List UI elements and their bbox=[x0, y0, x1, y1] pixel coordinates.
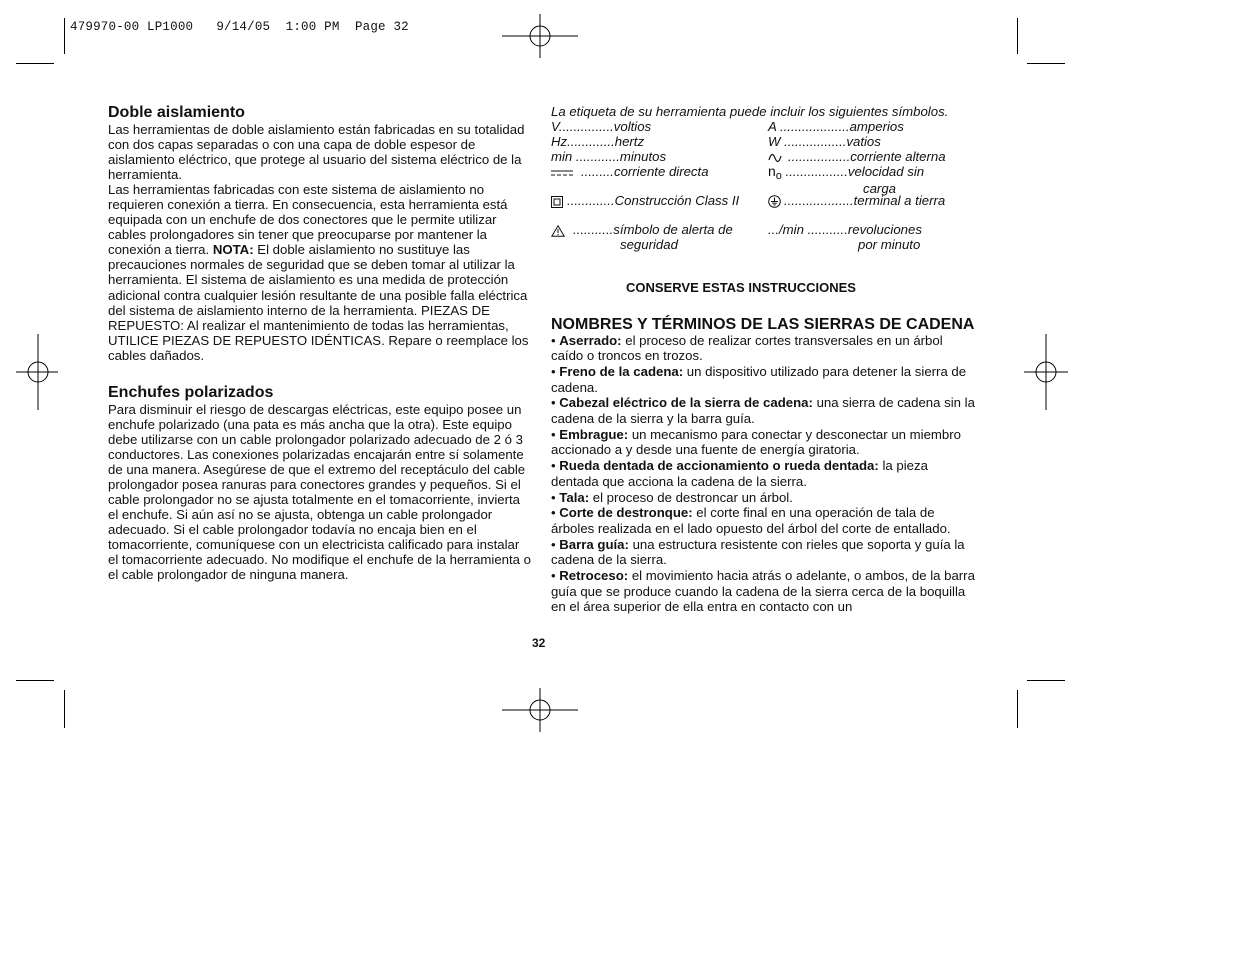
left-column bbox=[108, 104, 533, 582]
warning-triangle-icon bbox=[551, 225, 565, 237]
class-ii-icon bbox=[551, 196, 563, 208]
term-definition: el movimiento hacia atrás o adelante, o ambos, de la barra guía que se produce cuando la cadena de la sierra cerca de la boquilla en el área superior de ella entra en contacto con un bbox=[551, 568, 975, 615]
term-name: Freno de la cadena: bbox=[559, 363, 684, 379]
crop-mark bbox=[16, 63, 54, 64]
term-item bbox=[551, 458, 976, 489]
symbol-hertz: Hz.............hertz bbox=[551, 134, 645, 149]
earthing-terminal-label: ...................terminal a tierra bbox=[784, 193, 946, 208]
bullet-icon: • bbox=[551, 395, 560, 411]
alternating-current-label: .................corriente alterna bbox=[788, 149, 946, 164]
term-item bbox=[551, 537, 976, 568]
symbol-watts: W .................vatios bbox=[768, 134, 881, 149]
crop-mark bbox=[1027, 63, 1065, 64]
term-item bbox=[551, 395, 976, 426]
term-definition: un mecanismo para conectar y desconectar un miembro accionado a y desde una fuente de energía giratoria. bbox=[551, 426, 961, 458]
registration-mark bbox=[502, 672, 578, 748]
term-definition: un dispositivo utilizado para detener la sierra de cadena. bbox=[551, 363, 967, 395]
registration-mark bbox=[1008, 334, 1084, 410]
symbol-no-load-speed bbox=[768, 164, 924, 196]
bullet-icon: • bbox=[551, 458, 560, 474]
nota-label: NOTA: bbox=[212, 242, 254, 258]
section-title-nombres-terminos: NOMBRES Y TÉRMINOS DE LAS SIERRAS DE CADENA bbox=[551, 316, 975, 333]
term-definition: el proceso de realizar cortes transversales en un árbol caído o troncos en trozos. bbox=[551, 332, 943, 364]
terms-list bbox=[551, 333, 976, 616]
symbol-earthing-terminal bbox=[768, 193, 945, 208]
term-name: Embrague: bbox=[559, 426, 629, 442]
term-name: Retroceso: bbox=[559, 568, 629, 584]
term-item bbox=[551, 490, 976, 506]
direct-current-label: .........corriente directa bbox=[581, 164, 709, 179]
symbol-safety-alert bbox=[551, 222, 733, 252]
safety-alert-label: ...........símbolo de alerta de bbox=[573, 222, 733, 237]
bullet-icon: • bbox=[551, 536, 560, 552]
term-item bbox=[551, 333, 976, 364]
crop-mark bbox=[64, 690, 65, 728]
class-ii-label: .............Construcción Class II bbox=[567, 193, 740, 208]
no-load-label: .................velocidad sin bbox=[781, 164, 925, 179]
bullet-icon: • bbox=[551, 332, 560, 348]
crop-mark bbox=[16, 680, 54, 681]
symbol-amperes: A ...................amperios bbox=[768, 119, 904, 134]
alternating-current-icon bbox=[768, 153, 782, 163]
symbol-alternating-current bbox=[768, 149, 946, 164]
term-definition: la pieza dentada que acciona la cadena de la sierra. bbox=[551, 458, 928, 489]
no-load-n: n bbox=[768, 163, 776, 179]
printer-slug: 479970-00 LP1000 9/14/05 1:00 PM Page 32 bbox=[70, 20, 409, 34]
term-name: Tala: bbox=[559, 489, 590, 505]
doble-text-a: Las herramientas fabricadas con este sistema de aislamiento no requieren conexión a tierra. En consecuencia, esta herramienta está equipada con un enchufe de dos conectores que le permite utilizar cables prolongadores sin tener que preocuparse por mantener la conexión a tierra. bbox=[108, 182, 508, 258]
section-title-enchufes-polarizados: Enchufes polarizados bbox=[108, 383, 274, 401]
term-definition: el corte final en una operación de tala de árboles realizada en el lado opuesto del árbol del corte de entallado. bbox=[551, 505, 951, 536]
symbol-minutes: min ............minutos bbox=[551, 149, 667, 164]
term-item bbox=[551, 505, 976, 536]
registration-mark bbox=[502, 0, 578, 76]
crop-mark bbox=[1017, 690, 1018, 728]
term-definition: una sierra de cadena sin la cadena de la sierra y la barra guía. bbox=[551, 395, 975, 427]
term-name: Corte de destronque: bbox=[559, 505, 693, 521]
rpm-label-2: por minuto bbox=[858, 237, 921, 252]
term-item bbox=[551, 427, 976, 458]
crop-mark bbox=[1017, 18, 1018, 54]
term-definition: el proceso de destroncar un árbol. bbox=[589, 489, 793, 505]
bullet-icon: • bbox=[551, 363, 560, 379]
safety-alert-label-2: seguridad bbox=[620, 237, 678, 252]
symbols-intro: La etiqueta de su herramienta puede incluir los siguientes símbolos. bbox=[551, 104, 949, 119]
crop-mark bbox=[1027, 680, 1065, 681]
no-load-o: o bbox=[775, 170, 782, 182]
term-item bbox=[551, 568, 976, 615]
symbol-direct-current bbox=[551, 164, 709, 179]
bullet-icon: • bbox=[551, 489, 560, 505]
term-definition: una estructura resistente con rieles que soporta y guía la cadena de la sierra. bbox=[551, 536, 965, 568]
direct-current-icon bbox=[551, 168, 573, 178]
symbol-volts: V...............voltios bbox=[551, 119, 652, 134]
page-number: 32 bbox=[532, 636, 546, 650]
rpm-label: .../min ...........revoluciones bbox=[768, 222, 922, 237]
conserve-instructions-heading: CONSERVE ESTAS INSTRUCCIONES bbox=[626, 280, 856, 295]
term-name: Rueda dentada de accionamiento o rueda dentada: bbox=[559, 458, 879, 474]
section-title-doble-aislamiento: Doble aislamiento bbox=[108, 104, 245, 121]
earthing-terminal-icon bbox=[768, 195, 781, 208]
doble-aislamiento-paragraph-1: Las herramientas de doble aislamiento están fabricadas en su totalidad con dos capas separadas o con una capa de doble espesor de aislamiento eléctrico, que protege al usuario del sistema eléctrico de la herramienta. bbox=[108, 122, 525, 183]
right-column bbox=[551, 104, 976, 615]
term-name: Barra guía: bbox=[559, 536, 629, 552]
bullet-icon: • bbox=[551, 505, 560, 521]
term-item bbox=[551, 364, 976, 395]
registration-mark bbox=[0, 334, 76, 410]
symbol-rpm bbox=[768, 222, 922, 252]
term-name: Aserrado: bbox=[559, 332, 622, 348]
bullet-icon: • bbox=[551, 426, 560, 442]
doble-aislamiento-paragraph-2 bbox=[108, 182, 533, 363]
symbols-table bbox=[551, 119, 976, 259]
no-load-label-2: carga bbox=[863, 181, 896, 196]
term-name: Cabezal eléctrico de la sierra de cadena: bbox=[559, 395, 813, 411]
doble-text-b: El doble aislamiento no sustituye las precauciones normales de seguridad que se deben tomar al utilizar la herramienta. El sistema de aislamiento es una medida de protección adicional contra cualquier lesión resultante de una posible falla eléctrica del sistema de aislamiento interno de la herramienta. PIEZAS DE REPUESTO: Al realizar el mantenimiento de todas las herramientas, UTILICE PIEZAS DE REPUESTO IDÉNTICAS. Repare o reemplace los cables dañados. bbox=[108, 242, 529, 363]
crop-mark bbox=[64, 18, 65, 54]
symbol-class-ii bbox=[551, 193, 739, 208]
bullet-icon: • bbox=[551, 568, 560, 584]
enchufes-paragraph: Para disminuir el riesgo de descargas eléctricas, este equipo posee un enchufe polarizado (una pata es más ancha que la otra). Este equipo debe utilizarse con un cable prolongador polarizado adecuado de 2 ó 3 conductores. Las conexiones polarizadas encajarán entre sí solamente de una manera. Asegúrese de que el extremo del receptáculo del cable prolongador posea ranuras para conectores grandes y pequeños. Si el cable prolongador no se ajusta totalmente en el tomacorriente, invierta el enchufe. Si aún así no se ajusta, obtenga un cable prolongador adecuado. Si el cable prolongador todavía no encaja bien en el tomacorriente, comuníquese con un electricista calificado para instalar el tomacorriente adecuado. No modifique el enchufe de la herramienta o el cable prolongador de ninguna manera. bbox=[108, 401, 531, 583]
